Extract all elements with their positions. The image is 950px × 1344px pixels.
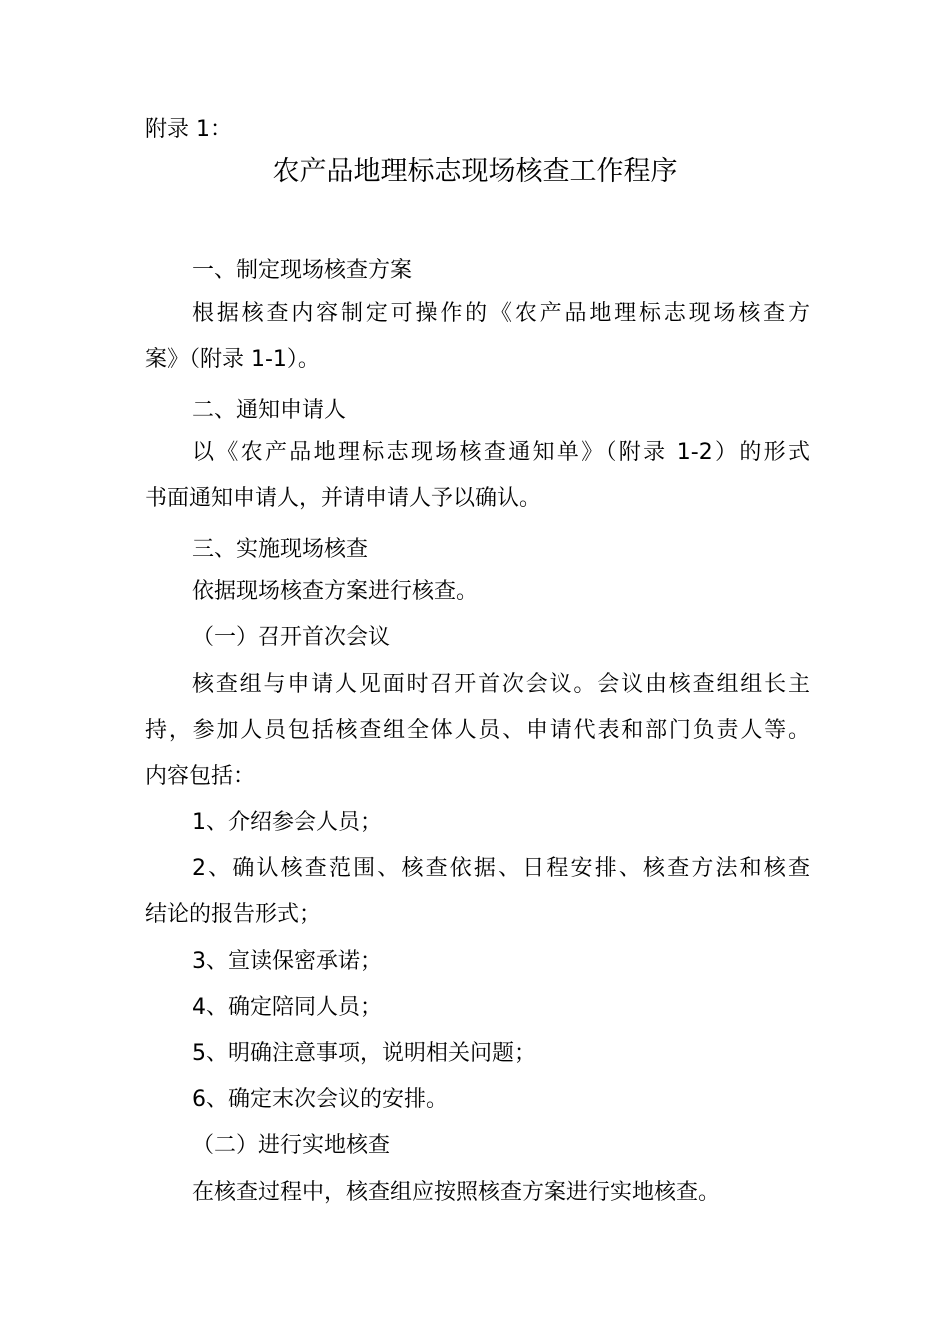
subsection-2-body: 在核查过程中，核查组应按照核查方案进行实地核查。 [192,1180,721,1205]
document-title: 农产品地理标志现场核查工作程序 [272,156,678,187]
list-item-2-line-2: 结论的报告形式； [145,902,322,927]
list-item-1: 1、介绍参会人员； [192,810,382,835]
list-item-5: 5、明确注意事项，说明相关问题； [192,1041,536,1066]
section-1-body-line-2: 案》（附录 1-1）。 [145,347,320,372]
list-item-2-line-1: 2、确认核查范围、核查依据、日程安排、核查方法和核查 [192,856,810,881]
subsection-heading-2: （二）进行实地核查 [192,1133,391,1158]
subsection-1-body-line-2: 持，参加人员包括核查组全体人员、申请代表和部门负责人等。 [145,718,810,743]
section-heading-1: 一、制定现场核查方案 [192,258,413,283]
list-item-3: 3、宣读保密承诺； [192,949,382,974]
section-2-body-line-1: 以《农产品地理标志现场核查通知单》（附录 1-2）的形式 [192,440,810,465]
list-item-4: 4、确定陪同人员； [192,995,382,1020]
list-item-6: 6、确定末次会议的安排。 [192,1087,448,1112]
section-1-body-line-1: 根据核查内容制定可操作的《农产品地理标志现场核查方 [192,301,810,326]
subsection-1-body-line-1: 核查组与申请人见面时召开首次会议。会议由核查组组长主 [192,672,810,697]
section-3-body: 依据现场核查方案进行核查。 [192,579,479,604]
section-2-body-line-2: 书面通知申请人，并请申请人予以确认。 [145,486,542,511]
subsection-1-body-line-3: 内容包括： [145,764,256,789]
subsection-heading-1: （一）召开首次会议 [192,625,391,650]
annex-label: 附录 1： [145,117,232,142]
section-heading-2: 二、通知申请人 [192,398,347,423]
section-heading-3: 三、实施现场核查 [192,537,369,562]
